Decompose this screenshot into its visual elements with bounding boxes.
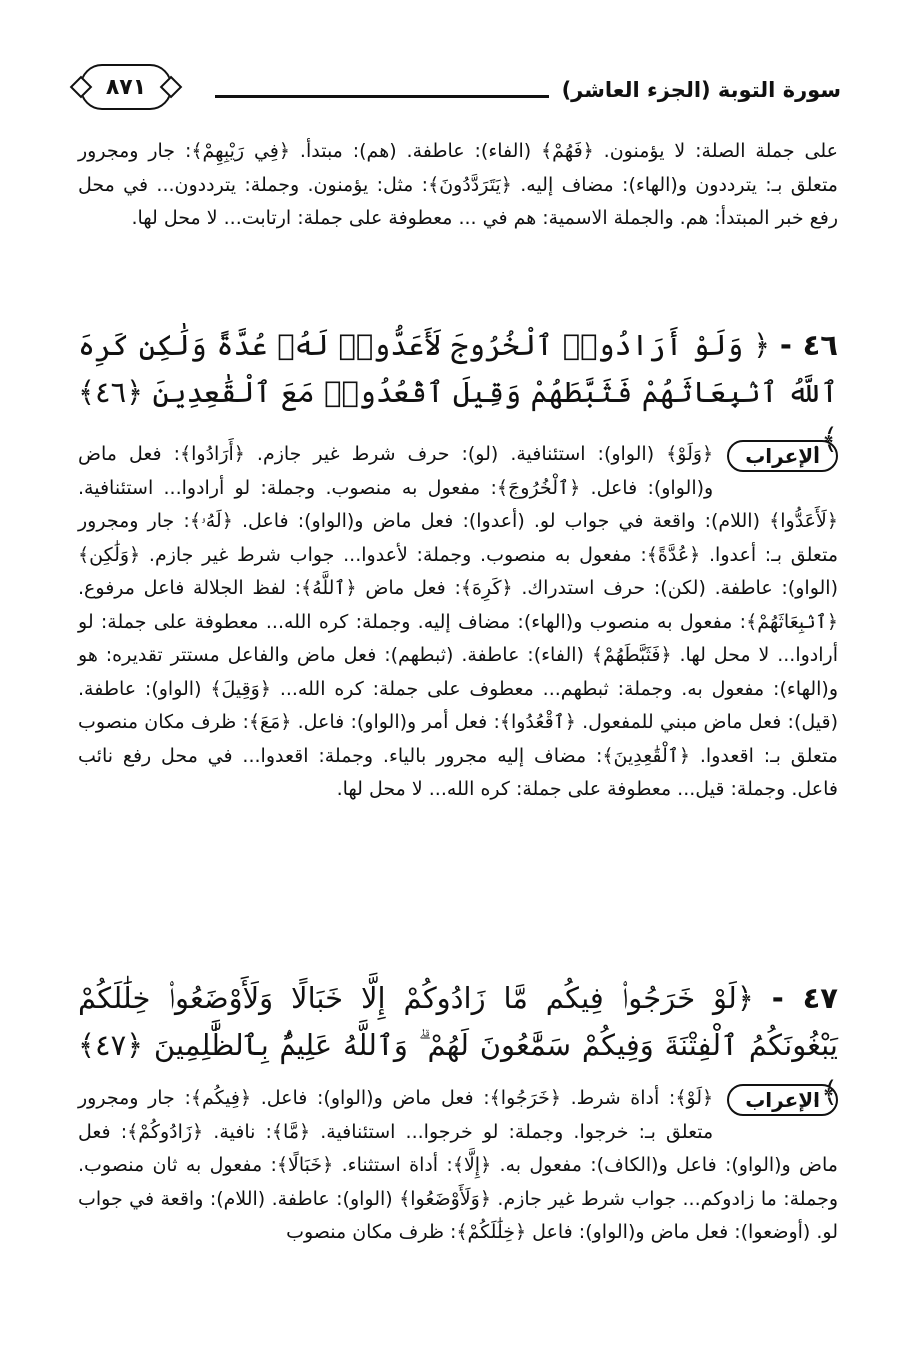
irab-text: ﴿لَوْ﴾: أداة شرط. ﴿خَرَجُوا﴾: فعل ماض و(الواو): فاعل. ﴿فِيكُم﴾: جار ومجرور متعلق بـ: خرجوا. وجملة: لو خرجوا... استئنافية. ﴿مَّا﴾: نافية. ﴿زَادُوكُمْ﴾: فعل ماض و(الواو): فاعل و(الكاف): مفعول به. ﴿إِلَّا﴾: أداة استثناء. ﴿خَبَالًا﴾: مفعول به ثان منصوب. وجملة: ما زادوكم... جواب شرط غير جازم. ﴿وَلَأَوْضَعُوا﴾ (الواو): عاطفة. (اللام): واقعة في جواب لو. (أوضعوا): فعل ماض و(الواو): فاعل ﴿خِلَٰلَكُمْ﴾: ظرف مكان منصوب bbox=[78, 1087, 838, 1243]
irab-section-46 bbox=[78, 438, 838, 807]
verse-number: ٤٧ - bbox=[771, 981, 839, 1015]
verse-number: ٤٦ - bbox=[779, 328, 838, 362]
page-number: ٨٧١ bbox=[105, 74, 147, 100]
verse-text: ﴿لَوْ خَرَجُوا۟ فِيكُم مَّا زَادُوكُمْ إِلَّا خَبَالًا وَلَأَوْضَعُوا۟ خِلَٰلَكُمْ يَبْغُونَكُمُ ٱلْفِتْنَةَ وَفِيكُمْ سَمَّٰعُونَ لَهُمْ ۗ وَٱللَّهُ عَلِيمٌۢ بِٱلظَّٰلِمِينَ ﴿٤٧﴾ ﴾. bbox=[78, 981, 838, 1109]
page-number-badge bbox=[80, 64, 172, 110]
irab-label: الإعراب bbox=[727, 1084, 838, 1116]
irab-text: ﴿وَلَوْ﴾ (الواو): استئنافية. (لو): حرف شرط غير جازم. ﴿أَرَادُوا﴾: فعل ماض و(الواو): فاعل. ﴿ٱلْخُرُوجَ﴾: مفعول به منصوب. وجملة: لو أرادوا... استئنافية. ﴿لَأَعَدُّوا﴾ (اللام): واقعة في جواب لو. (أعدوا): فعل ماض و(الواو): فاعل. ﴿لَهُۥ﴾: جار ومجرور متعلق بـ: أعدوا. ﴿عُدَّةً﴾: مفعول به منصوب. وجملة: لأعدوا... جواب شرط غير جازم. ﴿وَلَٰكِن﴾ (الواو): عاطفة. (لكن): حرف استدراك. ﴿كَرِهَ﴾: فعل ماض ﴿ٱللَّهُ﴾: لفظ الجلالة فاعل مرفوع. ﴿ٱنۢبِعَاثَهُمْ﴾: مفعول به منصوب و(الهاء): مضاف إليه. وجملة: كره الله... معطوفة على جملة: لو أرادوا... لا محل لها. ﴿فَثَبَّطَهُمْ﴾ (الفاء): عاطفة. (ثبطهم): فعل ماض والفاعل مستتر تقديره: هو و(الهاء): مفعول به. وجملة: ثبطهم... معطوف على جملة: كره الله... ﴿وَقِيلَ﴾ (الواو): عاطفة. (قيل): فعل ماض مبني للمفعول. ﴿ٱقْعُدُوا﴾: فعل أمر و(الواو): فاعل. ﴿مَعَ﴾: ظرف مكان منصوب متعلق بـ: اقعدوا. ﴿ٱلْقَٰعِدِينَ﴾: مضاف إليه مجرور بالياء. وجملة: اقعدوا... في محل رفع نائب فاعل. وجملة: قيل... معطوفة على جملة: كره الله... لا محل لها. bbox=[78, 443, 838, 800]
paragraph-continuation: على جملة الصلة: لا يؤمنون. ﴿فَهُمْ﴾ (الفاء): عاطفة. (هم): مبتدأ. ﴿فِي رَيْبِهِمْ﴾: جار ومجرور متعلق بـ: يترددون و(الهاء): مضاف إليه. ﴿يَتَرَدَّدُونَ﴾: مثل: يؤمنون. وجملة: يترددون... في محل رفع خبر المبتدأ: هم. والجملة الاسمية: هم في ... معطوفة على جملة: ارتابت... لا محل لها. bbox=[78, 140, 838, 229]
irab-section-47 bbox=[78, 1082, 838, 1250]
verse-text: ﴿ وَلَوْ أَرَادُوا۟ ٱلْخُرُوجَ لَأَعَدُّوا۟ لَهُۥ عُدَّةً وَلَٰكِن كَرِهَ ٱللَّهُ ٱنۢبِعَاثَهُمْ فَثَبَّطَهُمْ وَقِيلَ ٱقْعُدُوا۟ مَعَ ٱلْقَٰعِدِينَ ﴿٤٦﴾ ﴾. bbox=[78, 328, 838, 456]
irab-label: الإعراب bbox=[727, 440, 838, 472]
running-header-title: سورة التوبة (الجزء العاشر) bbox=[561, 78, 841, 102]
header-rule bbox=[215, 95, 549, 98]
